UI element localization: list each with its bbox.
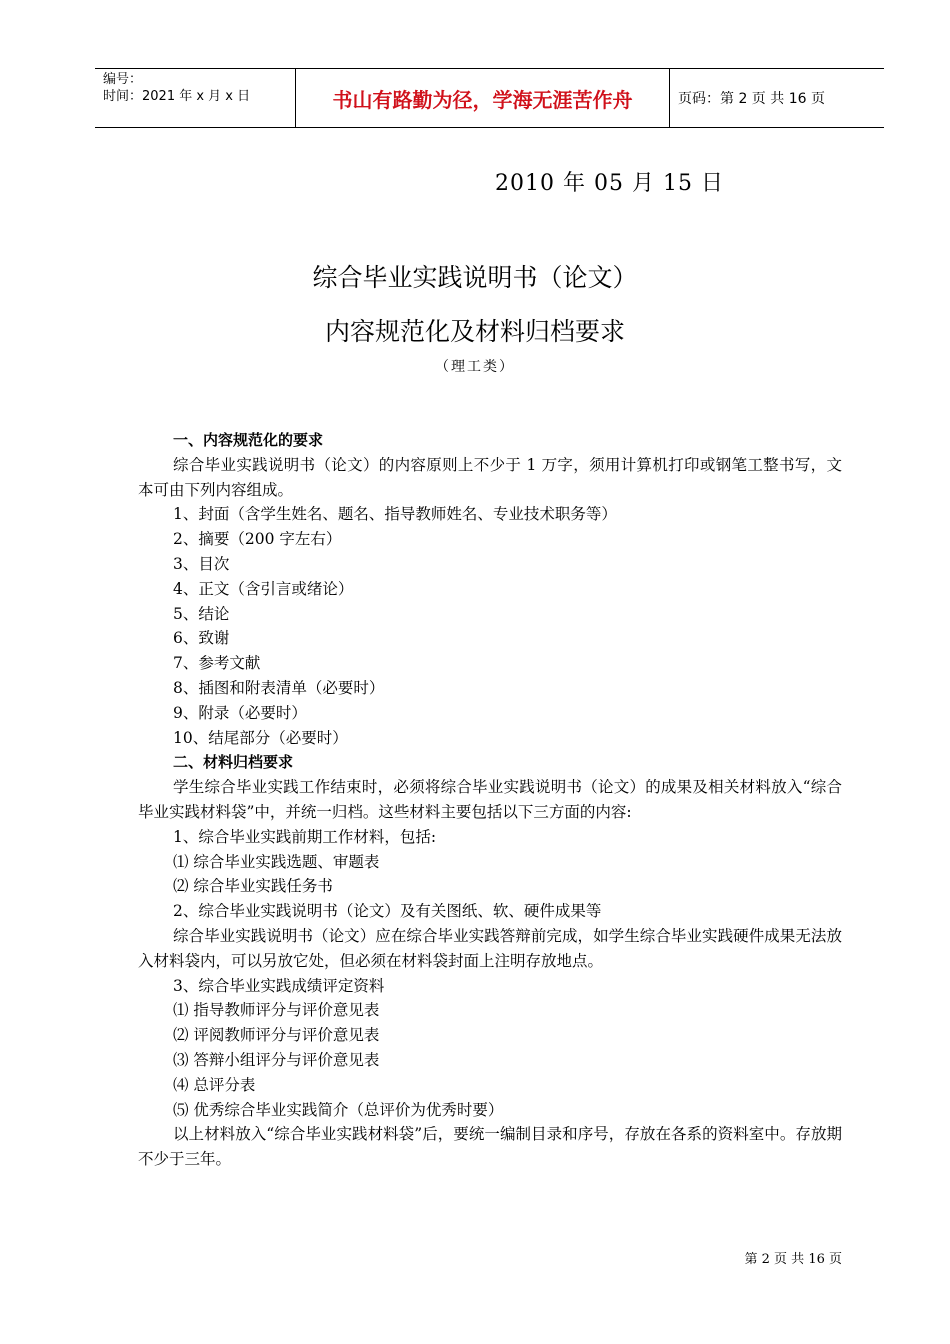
header-meta [103, 71, 293, 105]
list-item: 7、参考文献 [173, 654, 261, 673]
paragraph: 以上材料放入“综合毕业实践材料袋”后，要统一编制目录和序号，存放在各系的资料室中。存放期不少于三年。 [138, 1125, 842, 1169]
list-item: 2、综合毕业实践说明书（论文）及有关图纸、软、硬件成果等 [173, 902, 602, 921]
list-item: 1、综合毕业实践前期工作材料，包括: [173, 827, 437, 846]
header-motto: 书山有路勤为径，学海无涯苦作舟 [332, 87, 633, 112]
list-item: 5、结论 [173, 604, 230, 623]
sub-list-item: ⑶ 答辩小组评分与评价意见表 [173, 1050, 380, 1069]
document-body [138, 428, 842, 1172]
header-number: 编号： [103, 72, 143, 87]
sub-list-item: ⑴ 指导教师评分与评价意见表 [173, 1001, 380, 1020]
paragraph: 综合毕业实践说明书（论文）的内容原则上不少于 1 万字，须用计算机打印或钢笔工整书写，文本可由下列内容组成。 [138, 455, 842, 499]
list-item: 4、正文（含引言或绪论） [173, 579, 354, 598]
page-header [95, 68, 884, 128]
header-page-info: 页码：第 2 页 共 16 页 [678, 91, 825, 107]
list-item: 2、摘要（200 字左右） [173, 530, 342, 549]
page-footer: 第 2 页 共 16 页 [744, 1252, 842, 1267]
document-title-line2: 内容规范化及材料归档要求 [324, 317, 625, 346]
paragraph: 综合毕业实践说明书（论文）应在综合毕业实践答辩前完成，如学生综合毕业实践硬件成果无法放入材料袋内，可以另放它处，但必须在材料袋封面上注明存放地点。 [138, 926, 842, 970]
list-item: 8、插图和附表清单（必要时） [173, 678, 385, 697]
list-item: 6、致谢 [173, 629, 230, 648]
sub-list-item: ⑴ 综合毕业实践选题、审题表 [173, 852, 380, 871]
header-time: 时间：2021 年 x 月 x 日 [103, 89, 251, 104]
sub-list-item: ⑵ 综合毕业实践任务书 [173, 877, 333, 896]
document-title: 综合毕业实践说明书（论文） [312, 263, 638, 292]
header-divider [669, 69, 670, 127]
paragraph: 学生综合毕业实践工作结束时，必须将综合毕业实践说明书（论文）的成果及相关材料放入“综合毕业实践材料袋”中，并统一归档。这些材料主要包括以下三方面的内容: [138, 778, 842, 821]
sub-list-item: ⑸ 优秀综合毕业实践简介（总评价为优秀时要） [173, 1100, 504, 1119]
list-item: 10、结尾部分（必要时） [173, 728, 348, 747]
section-heading: 一、内容规范化的要求 [173, 431, 324, 449]
document-subtitle: （理工类） [435, 359, 515, 375]
list-item: 3、综合毕业实践成绩评定资料 [173, 976, 385, 995]
section-heading: 二、材料归档要求 [173, 753, 294, 772]
list-item: 9、附录（必要时） [173, 703, 307, 722]
sub-list-item: ⑵ 评阅教师评分与评价意见表 [173, 1026, 380, 1045]
list-item: 1、封面（含学生姓名、题名、指导教师姓名、专业技术职务等） [173, 505, 617, 524]
document-date: 2010 年 05 月 15 日 [495, 171, 724, 196]
sub-list-item: ⑷ 总评分表 [173, 1075, 256, 1094]
list-item: 3、目次 [173, 554, 230, 573]
